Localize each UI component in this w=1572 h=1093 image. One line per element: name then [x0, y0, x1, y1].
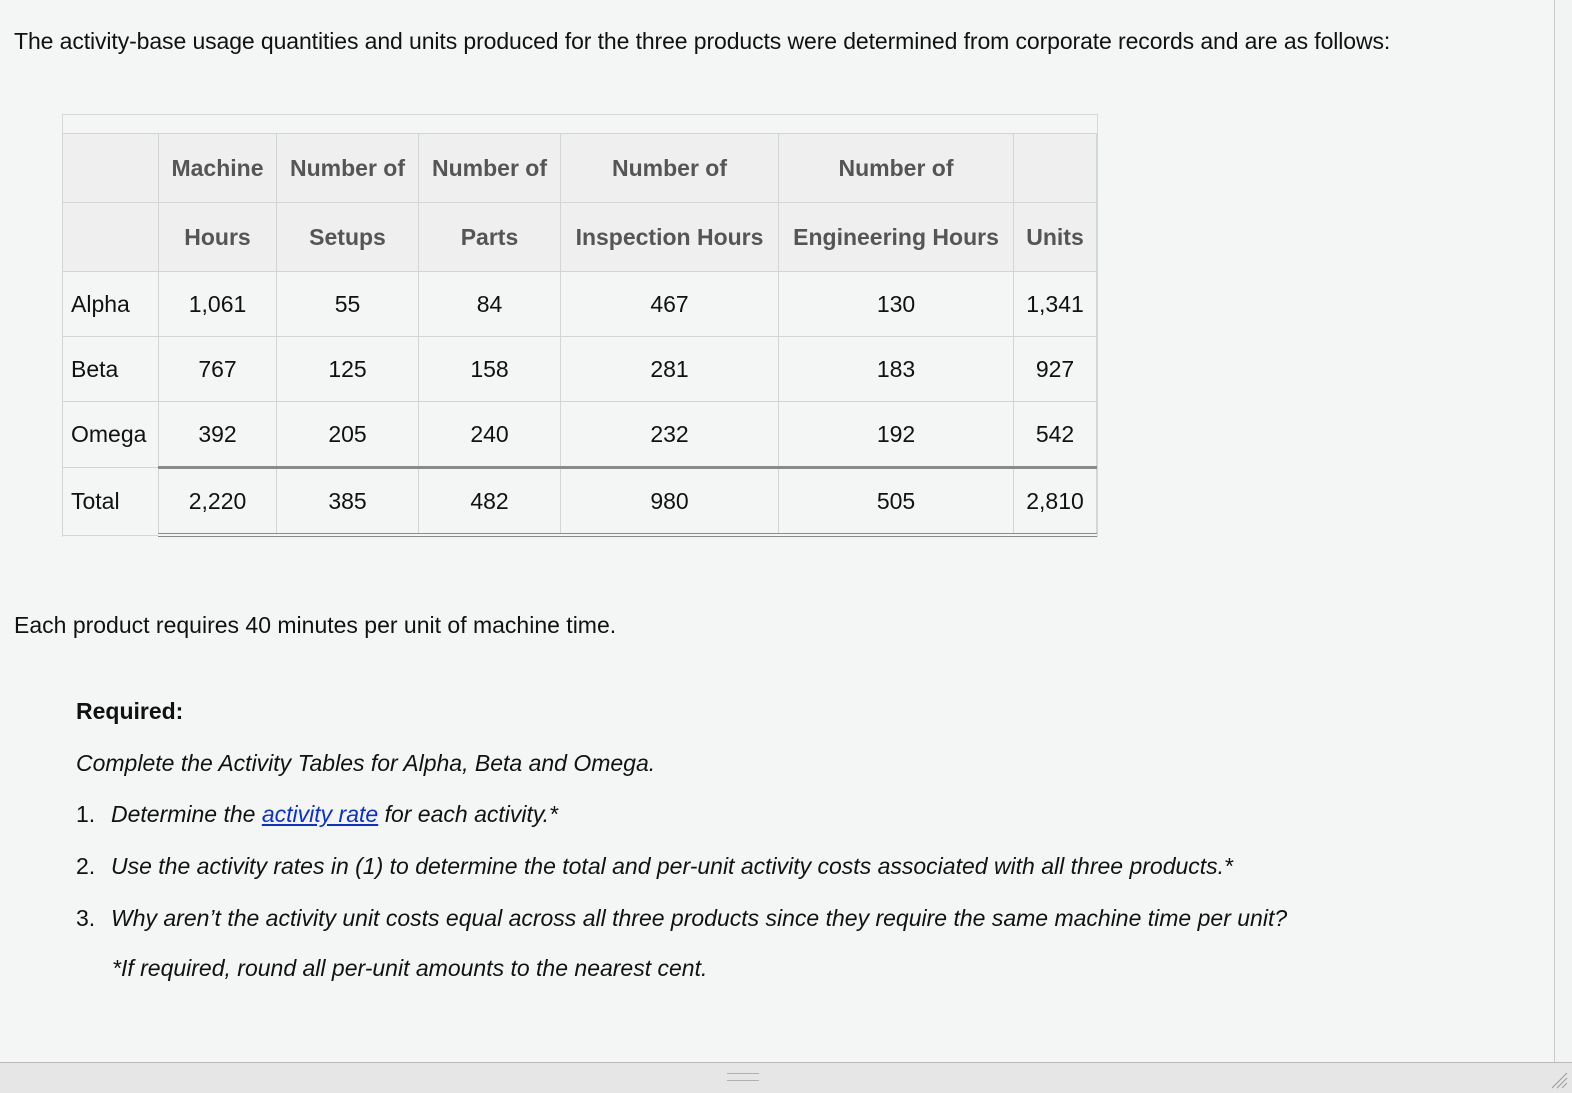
table-header-row — [63, 134, 1097, 203]
column-header — [1014, 134, 1097, 203]
table-cell: 281 — [561, 337, 779, 402]
column-header: Setups — [277, 203, 419, 272]
question-number: 2. — [76, 853, 96, 879]
table-cell: 385 — [277, 468, 419, 536]
table-header-row — [63, 203, 1097, 272]
table-cell: 2,220 — [159, 468, 277, 536]
table-cell: 542 — [1014, 402, 1097, 468]
row-label: Total — [63, 468, 159, 536]
machine-time-note: Each product requires 40 minutes per unit of machine time. — [14, 612, 617, 638]
table-cell: 1,341 — [1014, 272, 1097, 337]
instruction-text: Complete the Activity Tables for Alpha, Beta and Omega. — [76, 750, 656, 776]
column-header: Number of — [277, 134, 419, 203]
table-row — [63, 272, 1097, 337]
column-header: Number of — [419, 134, 561, 203]
column-header: Inspection Hours — [561, 203, 779, 272]
questions-list — [76, 798, 1496, 954]
row-label: Omega — [63, 402, 159, 468]
activity-base-table — [62, 133, 1097, 537]
question-text: Use the activity rates in (1) to determine the total and per-unit activity costs associated with all three products.* — [111, 853, 1234, 879]
rounding-footnote: *If required, round all per-unit amounts to the nearest cent. — [112, 955, 708, 981]
table-cell: 158 — [419, 337, 561, 402]
table-cell: 55 — [277, 272, 419, 337]
question-text-before: Determine the — [111, 801, 256, 827]
column-header: Hours — [159, 203, 277, 272]
column-header: Parts — [419, 203, 561, 272]
list-item — [76, 798, 1496, 850]
activity-rate-link[interactable]: activity rate — [261, 801, 379, 827]
row-label: Alpha — [63, 272, 159, 337]
question-number: 1. — [76, 801, 96, 827]
table-cell: 767 — [159, 337, 277, 402]
column-header: Machine — [159, 134, 277, 203]
table-cell: 2,810 — [1014, 468, 1097, 536]
table-cell: 192 — [779, 402, 1014, 468]
table-row — [63, 337, 1097, 402]
table-cell: 240 — [419, 402, 561, 468]
required-heading: Required: — [76, 698, 184, 724]
column-header — [63, 134, 159, 203]
table-cell: 467 — [561, 272, 779, 337]
bottom-splitter-bar — [0, 1062, 1572, 1093]
list-item — [76, 850, 1496, 902]
question-text — [111, 801, 558, 827]
table-cell: 125 — [277, 337, 419, 402]
table-cell: 232 — [561, 402, 779, 468]
column-header: Number of — [779, 134, 1014, 203]
total-row — [63, 468, 1097, 536]
column-header: Number of — [561, 134, 779, 203]
drag-handle-icon[interactable] — [727, 1073, 759, 1081]
question-number: 3. — [76, 905, 96, 931]
table-row — [63, 402, 1097, 468]
question-text: Why aren’t the activity unit costs equal across all three products since they require the same machine time per unit? — [111, 905, 1288, 931]
intro-text: The activity-base usage quantities and units produced for the three products were determined from corporate records and are as follows: — [14, 28, 1391, 54]
row-label: Beta — [63, 337, 159, 402]
table-cell: 205 — [277, 402, 419, 468]
column-header: Engineering Hours — [779, 203, 1014, 272]
table-cell: 1,061 — [159, 272, 277, 337]
table-cell: 505 — [779, 468, 1014, 536]
column-header — [63, 203, 159, 272]
activity-table-container — [62, 114, 1098, 537]
table-cell: 927 — [1014, 337, 1097, 402]
list-item — [76, 902, 1496, 954]
table-cell: 980 — [561, 468, 779, 536]
resize-grip-icon[interactable] — [1548, 1069, 1568, 1089]
table-cell: 183 — [779, 337, 1014, 402]
table-cell: 392 — [159, 402, 277, 468]
column-header: Units — [1014, 203, 1097, 272]
table-cell: 130 — [779, 272, 1014, 337]
table-cell: 482 — [419, 468, 561, 536]
table-cell: 84 — [419, 272, 561, 337]
question-text-after: for each activity.* — [384, 801, 558, 827]
